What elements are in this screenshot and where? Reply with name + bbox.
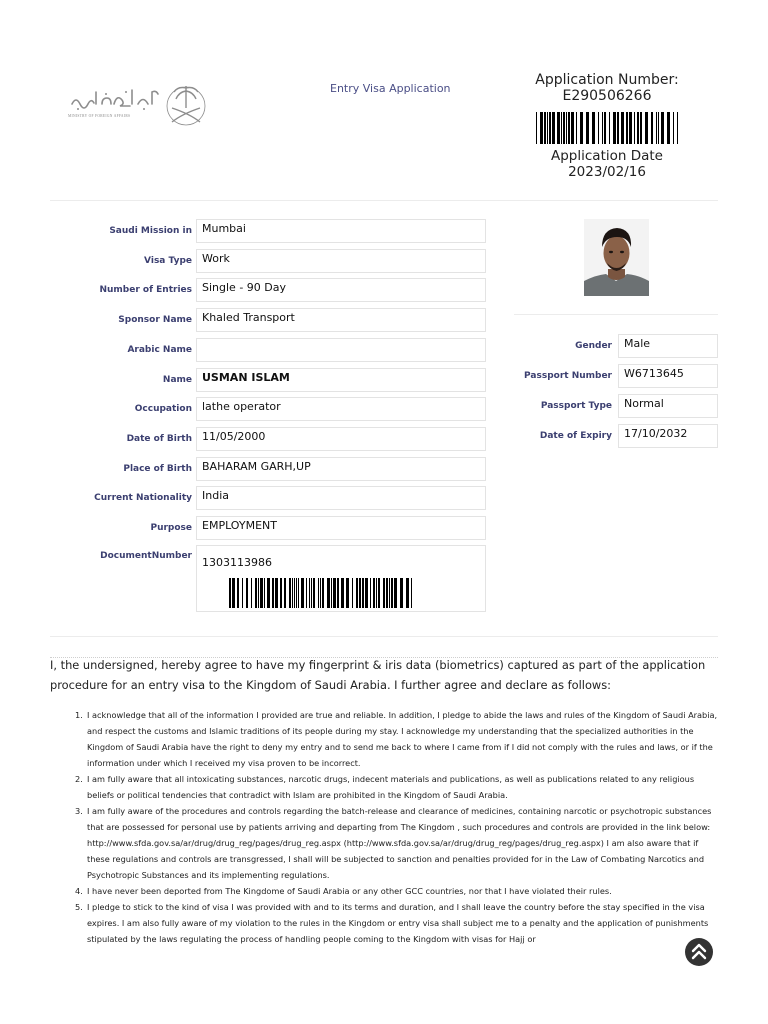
field-label: Current Nationality (94, 493, 192, 504)
barcode-bar (356, 578, 358, 608)
scroll-to-top-button[interactable] (685, 938, 713, 966)
declaration-item-number: 3. (75, 806, 83, 816)
barcode-bar (229, 578, 231, 608)
declaration-item-text: I acknowledge that all of the information I provided are true and reliable. In addition, I pledge to abide the laws and rules of the Kingdom of Saudi Arabia, and respect the customs and Islamic traditions of its people during my stay. I acknowledge my understanding that the specialized authorities in the Kingdom of Saudi Arabia have the right to deny my entry and to send me back to where I came from if I did not comply with the rules and laws, or if the information under which I received my visa proven to be incorrect. (87, 710, 718, 768)
barcode-bar (613, 112, 616, 144)
field-value: 11/05/2000 (196, 427, 486, 451)
field-value: EMPLOYMENT (196, 516, 486, 540)
barcode-bar (337, 578, 339, 608)
barcode-bar (378, 578, 380, 608)
application-number: E290506266 (562, 88, 652, 104)
barcode-bar (301, 578, 304, 608)
field-label: Occupation (134, 404, 192, 415)
barcode-bar (331, 578, 332, 608)
field-value: 17/10/2032 (618, 424, 718, 448)
application-date-label: Application Date (551, 148, 663, 164)
application-number-label: Application Number: (535, 72, 679, 88)
barcode-bar (280, 578, 282, 608)
field-label: Passport Type (540, 401, 612, 411)
barcode-bar (370, 578, 371, 608)
document-number-field (196, 545, 486, 612)
barcode-bar (320, 578, 321, 608)
barcode-bar (365, 578, 368, 608)
barcode-bar (580, 112, 583, 144)
barcode-bar (311, 578, 312, 608)
barcode-bar (586, 112, 589, 144)
field-row (514, 334, 718, 358)
field-label: Visa Type (144, 255, 192, 266)
field-value: Khaled Transport (196, 308, 486, 332)
barcode-bar (341, 578, 344, 608)
field-value: W6713645 (618, 364, 718, 388)
barcode-bar (376, 578, 377, 608)
field-row (50, 457, 488, 481)
field-value (196, 338, 486, 362)
barcode-bar (267, 578, 270, 608)
declaration-item-number: 1. (75, 710, 83, 720)
chevron-up-icon (685, 938, 713, 966)
declaration-item-number: 5. (75, 902, 83, 912)
field-label: Name (162, 374, 192, 385)
application-barcode (536, 112, 678, 144)
field-row (50, 338, 488, 362)
photo-divider (514, 314, 718, 315)
field-label: Passport Number (524, 371, 612, 381)
field-label: Saudi Mission in (109, 226, 192, 236)
barcode-bar (656, 112, 657, 144)
field-row (50, 427, 488, 451)
barcode-bar (318, 578, 319, 608)
declaration-item (75, 803, 719, 883)
barcode-bar (637, 112, 639, 144)
declaration-item-number: 2. (75, 774, 83, 784)
barcode-bar (547, 112, 548, 144)
field-value: BAHARAM GARH,UP (196, 457, 486, 481)
field-row (50, 516, 488, 540)
field-label: Gender (575, 341, 612, 351)
barcode-bar (563, 112, 565, 144)
barcode-bar (677, 112, 678, 144)
declaration-item (75, 899, 719, 947)
barcode-bar (255, 578, 257, 608)
barcode-bar (536, 112, 537, 144)
barcode-bar (296, 578, 297, 608)
barcode-bar (626, 112, 628, 144)
barcode-bar (359, 578, 361, 608)
barcode-bar (383, 578, 385, 608)
barcode-bar (333, 578, 336, 608)
applicant-photo-image (584, 219, 649, 296)
barcode-bar (400, 578, 403, 608)
barcode-bar (549, 112, 551, 144)
barcode-bar (604, 112, 606, 144)
applicant-photo (584, 219, 649, 296)
barcode-bar (313, 578, 315, 608)
barcode-bar (260, 578, 263, 608)
barcode-bar (346, 578, 349, 608)
barcode-bar (272, 578, 274, 608)
document-number-value: 1303113986 (202, 556, 272, 569)
barcode-bar (352, 578, 353, 608)
field-value: lathe operator (196, 397, 486, 421)
barcode-bar (246, 578, 248, 608)
field-row (50, 249, 488, 273)
field-row (50, 397, 488, 421)
barcode-bar (617, 112, 619, 144)
field-label: Sponsor Name (118, 315, 192, 326)
barcode-bar (667, 112, 670, 144)
field-label: Place of Birth (123, 463, 192, 474)
barcode-bar (629, 112, 632, 144)
field-value: Male (618, 334, 718, 358)
application-date: 2023/02/16 (568, 164, 646, 180)
barcode-bar (264, 578, 265, 608)
barcode-bar (566, 112, 567, 144)
barcode-bar (640, 112, 642, 144)
application-info (528, 72, 686, 180)
barcode-bar (673, 112, 674, 144)
declaration-item-text: I am fully aware of the procedures and controls regarding the batch-release and clearance of medicines, containing narcotic or psychotropic substances that are possessed for personal use by patients arriving and departing from The Kingdom , such procedures and controls are provided in the link below: http://www.sfda.gov.sa/ar/drug/drug_reg/pages/drug_reg.aspx (http://www.sfda.gov.sa/ar/drug/drug_reg/pages/drug_reg.aspx) I am also aware that if these regulations and controls are transgressed, I shall will be subjected to sanction and penalties provided for in the Law of Combating Narcotics and Psychotropic Substances and its implementing regulations. (87, 806, 712, 880)
barcode-bar (621, 112, 624, 144)
barcode-bar (592, 112, 595, 144)
field-row (50, 308, 488, 332)
field-value: Mumbai (196, 219, 486, 243)
document-number-row (50, 545, 488, 612)
field-row (50, 278, 488, 302)
declaration-item (75, 771, 719, 803)
field-value: USMAN ISLAM (196, 368, 486, 392)
field-row (514, 424, 718, 448)
barcode-bar (386, 578, 388, 608)
barcode-bar (571, 112, 574, 144)
field-label: Arabic Name (127, 344, 192, 355)
field-label: Purpose (150, 523, 192, 533)
declaration-intro: I, the undersigned, hereby agree to have my fingerprint & iris data (biometrics) captured as part of the application procedure for an entry visa to the Kingdom of Saudi Arabia. I further agree and declare as follows: (50, 658, 706, 692)
barcode-bar (540, 112, 543, 144)
declaration-item-text: I pledge to stick to the kind of visa I was provided with and to its terms and duration, and I shall leave the country before the stay specified in the visa expires. I am also fully aware of my violation to the rules in the Kingdom or entry visa shall subject me to a penalty and the application of punishments stipulated by the laws regulating the process of handling people coming to the Kingdom with visas for Hajj or (87, 902, 709, 944)
barcode-bar (275, 578, 278, 608)
barcode-bar (552, 112, 555, 144)
barcode-bar (251, 578, 252, 608)
field-label: Date of Birth (126, 433, 192, 444)
declaration-item (75, 883, 719, 899)
declaration-item-text: I am fully aware that all intoxicating substances, narcotic drugs, indecent materials and publications, as well as publications related to any religious beliefs or political tendencies that contradict with Islam are prohibited in the Kingdom of Saudi Arabia. (87, 774, 695, 800)
barcode-bar (576, 112, 577, 144)
barcode-bar (602, 112, 603, 144)
field-value: Work (196, 249, 486, 273)
barcode-bar (391, 578, 393, 608)
barcode-bar (327, 578, 330, 608)
barcode-bar (289, 578, 291, 608)
barcode-bar (294, 578, 295, 608)
barcode-bar (651, 112, 653, 144)
barcode-bar (362, 578, 364, 608)
barcode-bar (242, 578, 243, 608)
barcode-bar (389, 578, 390, 608)
barcode-bar (373, 578, 375, 608)
ministry-logo (66, 78, 208, 132)
field-label: Number of Entries (99, 285, 192, 296)
header-divider (50, 200, 718, 201)
barcode-bar (232, 578, 235, 608)
barcode-bar (658, 112, 659, 144)
fields-divider (50, 636, 718, 637)
barcode-bar (406, 578, 409, 608)
field-row (50, 219, 488, 243)
barcode-bar (258, 578, 259, 608)
field-value: India (196, 486, 486, 510)
field-row (50, 368, 488, 392)
barcode-bar (544, 112, 546, 144)
barcode-bar (322, 578, 324, 608)
field-label: Date of Expiry (539, 431, 612, 441)
declaration-item-text: I have never been deported from The Kingdome of Saudi Arabia or any other GCC countries, nor that I have violated their rules. (87, 886, 612, 896)
barcode-bar (568, 112, 570, 144)
barcode-bar (411, 578, 412, 608)
barcode-bar (634, 112, 635, 144)
document-title: Entry Visa Application (330, 82, 451, 95)
barcode-bar (306, 578, 307, 608)
field-row (514, 394, 718, 418)
barcode-bar (292, 578, 293, 608)
field-value: Normal (618, 394, 718, 418)
barcode-bar (598, 112, 599, 144)
document-barcode (229, 578, 413, 608)
field-label: DocumentNumber (100, 551, 192, 561)
barcode-bar (645, 112, 648, 144)
declaration-item-number: 4. (75, 886, 83, 896)
barcode-bar (237, 578, 239, 608)
ministry-caption: MINISTRY OF FOREIGN AFFAIRS (68, 114, 131, 118)
saudi-emblem-icon (66, 78, 208, 132)
barcode-bar (284, 578, 286, 608)
declaration-list (75, 707, 719, 947)
field-row (50, 486, 488, 510)
barcode-bar (661, 112, 664, 144)
barcode-bar (561, 112, 562, 144)
barcode-bar (557, 112, 560, 144)
barcode-bar (609, 112, 610, 144)
field-value: Single - 90 Day (196, 278, 486, 302)
barcode-bar (309, 578, 310, 608)
declaration-item (75, 707, 719, 771)
barcode-bar (298, 578, 299, 608)
field-row (514, 364, 718, 388)
barcode-bar (394, 578, 397, 608)
